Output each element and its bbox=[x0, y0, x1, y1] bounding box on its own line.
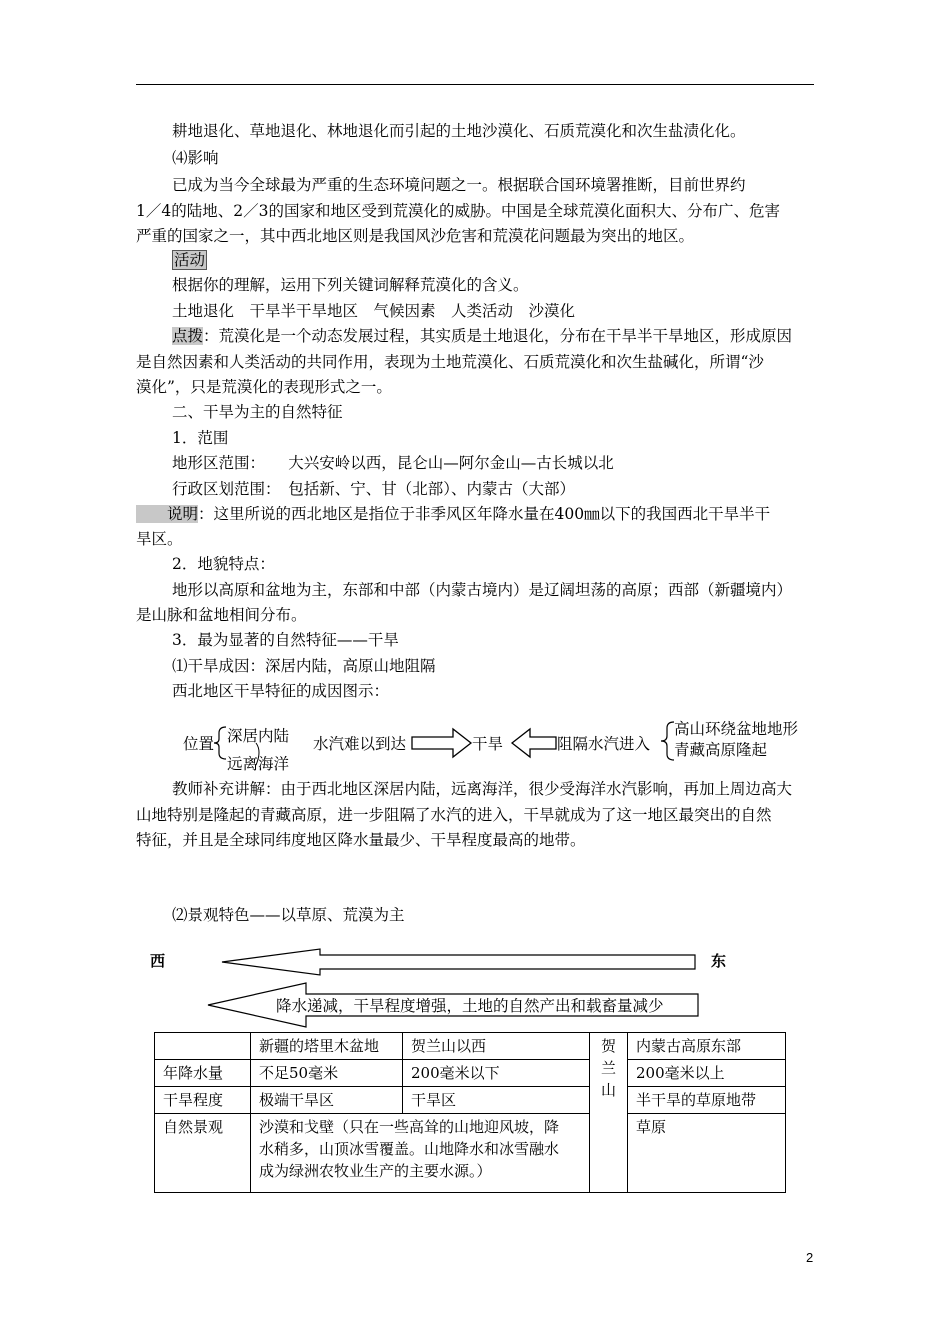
text-line: 教师补充讲解：由于西北地区深居内陆，远离海洋，很少受海洋水汽影响，再加上周边高大 bbox=[172, 780, 793, 798]
east-label: 东 bbox=[711, 953, 727, 970]
helan-mountain-divider: 贺 兰 山 bbox=[590, 1033, 628, 1193]
text-line: 西北地区干旱特征的成因图示： bbox=[172, 682, 390, 700]
table-cell: 草原 bbox=[628, 1114, 786, 1193]
text-line: 地形区范围： 大兴安岭以西，昆仑山—阿尔金山—古长城以北 bbox=[172, 454, 614, 472]
table-cell: 200毫米以上 bbox=[628, 1060, 786, 1087]
section-heading: 二、干旱为主的自然特征 bbox=[172, 403, 343, 421]
table-row bbox=[155, 1114, 786, 1193]
hint-tag: 点拨 bbox=[172, 327, 204, 345]
text-line: 耕地退化、草地退化、林地退化而引起的土地沙漠化、石质荒漠化和次生盐渍化化。 bbox=[172, 122, 746, 140]
west-label: 西 bbox=[150, 953, 166, 970]
table-cell: 干旱区 bbox=[403, 1087, 590, 1114]
table-cell: 极端干旱区 bbox=[251, 1087, 403, 1114]
text-line: 漠化”，只是荒漠化的表现形式之一。 bbox=[136, 378, 392, 396]
text-line: 是山脉和盆地相间分布。 bbox=[136, 606, 307, 624]
row-label: 年降水量 bbox=[155, 1060, 251, 1087]
diagram-inland: 深居内陆 bbox=[227, 727, 290, 745]
brace-left bbox=[214, 727, 226, 759]
subheading: ⑵景观特色——以草原、荒漠为主 bbox=[172, 906, 405, 924]
activity-tag: 活动 bbox=[174, 251, 206, 269]
landscape-cell: 沙漠和戈壁（只在一些高耸的山地迎风坡，降 水稍多，山顶冰雪覆盖。山地降水和冰雪融水 成为绿洲农牧业生产的主要水源。） bbox=[251, 1114, 590, 1193]
subheading: 3．最为显著的自然特征——干旱 bbox=[172, 631, 399, 649]
text-line: 已成为当今全球最为严重的生态环境问题之一。根据联合国环境署推断，目前世界约 bbox=[172, 176, 746, 194]
table-row bbox=[155, 1060, 786, 1087]
diagram-far-ocean: 远离海洋 bbox=[227, 755, 290, 773]
hint-line: 点拨：荒漠化是一个动态发展过程，其实质是土地退化，分布在干旱半干旱地区，形成原因 bbox=[172, 327, 793, 345]
text-line: 地形以高原和盆地为主，东部和中部（内蒙古境内）是辽阔坦荡的高原；西部（新疆境内） bbox=[172, 581, 793, 599]
table-cell bbox=[155, 1033, 251, 1060]
text-line: 根据你的理解，运用下列关键词解释荒漠化的含义。 bbox=[172, 276, 529, 294]
table-cell: 不足50毫米 bbox=[251, 1060, 403, 1087]
text-line: ⑴干旱成因：深居内陆，高原山地阻隔 bbox=[172, 657, 436, 675]
text-line: 行政区划范围： 包括新、宁、甘（北部）、内蒙古（大部） bbox=[172, 480, 576, 498]
arrow-right bbox=[412, 729, 471, 757]
diagram-position: 位置 bbox=[183, 735, 215, 753]
table-row bbox=[155, 1033, 786, 1060]
keywords-line: 土地退化 干旱半干旱地区 气候因素 人类活动 沙漠化 bbox=[172, 302, 576, 320]
brace-right bbox=[661, 722, 674, 760]
page-number: 2 bbox=[806, 1250, 814, 1265]
text-line: 严重的国家之一，其中西北地区则是我国风沙危害和荒漠花问题最为突出的地区。 bbox=[136, 227, 695, 245]
diagram-blocked: 阻隔水汽进入 bbox=[557, 735, 651, 753]
table-cell: 半干旱的草原地带 bbox=[628, 1087, 786, 1114]
table-header-cell: 内蒙古高原东部 bbox=[628, 1033, 786, 1060]
landscape-arrow-top bbox=[222, 949, 695, 975]
diagram-drought: 干旱 bbox=[472, 735, 504, 753]
text-line: 山地特别是隆起的青藏高原，进一步阻隔了水汽的进入，干旱就成为了这一地区最突出的自然 bbox=[136, 806, 772, 824]
text-line: 是自然因素和人类活动的共同作用，表现为土地荒漠化、石质荒漠化和次生盐碱化，所谓“沙 bbox=[136, 353, 764, 371]
row-label: 干旱程度 bbox=[155, 1087, 251, 1114]
note-tag: 说明 bbox=[136, 505, 199, 523]
diagram-mountains: 高山环绕盆地地形 bbox=[674, 720, 799, 738]
trend-text: 降水递减，干旱程度增强，土地的自然产出和载畜量减少 bbox=[276, 997, 664, 1015]
note-line: 说明：这里所说的西北地区是指位于非季风区年降水量在400㎜以下的我国西北干旱半干 bbox=[136, 505, 771, 523]
text-line: ⑷影响 bbox=[172, 149, 219, 167]
row-label: 自然景观 bbox=[155, 1114, 251, 1193]
subheading: 2．地貌特点： bbox=[172, 555, 275, 573]
diagram-vapor: 水汽难以到达 bbox=[313, 735, 407, 753]
text-line: 1／4的陆地、2／3的国家和地区受到荒漠化的威胁。中国是全球荒漠化面积大、分布广、危害 bbox=[136, 202, 780, 220]
text-line: 旱区。 bbox=[136, 530, 183, 548]
arrow-left bbox=[512, 729, 556, 757]
diagram-plateau: 青藏高原隆起 bbox=[674, 741, 768, 759]
table-header-cell: 新疆的塔里木盆地 bbox=[251, 1033, 403, 1060]
text-line: 特征，并且是全球同纬度地区降水量最少、干旱程度最高的地带。 bbox=[136, 831, 586, 849]
comparison-table bbox=[154, 1032, 786, 1193]
table-cell: 200毫米以下 bbox=[403, 1060, 590, 1087]
table-row bbox=[155, 1087, 786, 1114]
subheading: 1．范围 bbox=[172, 429, 229, 447]
table-header-cell: 贺兰山以西 bbox=[403, 1033, 590, 1060]
